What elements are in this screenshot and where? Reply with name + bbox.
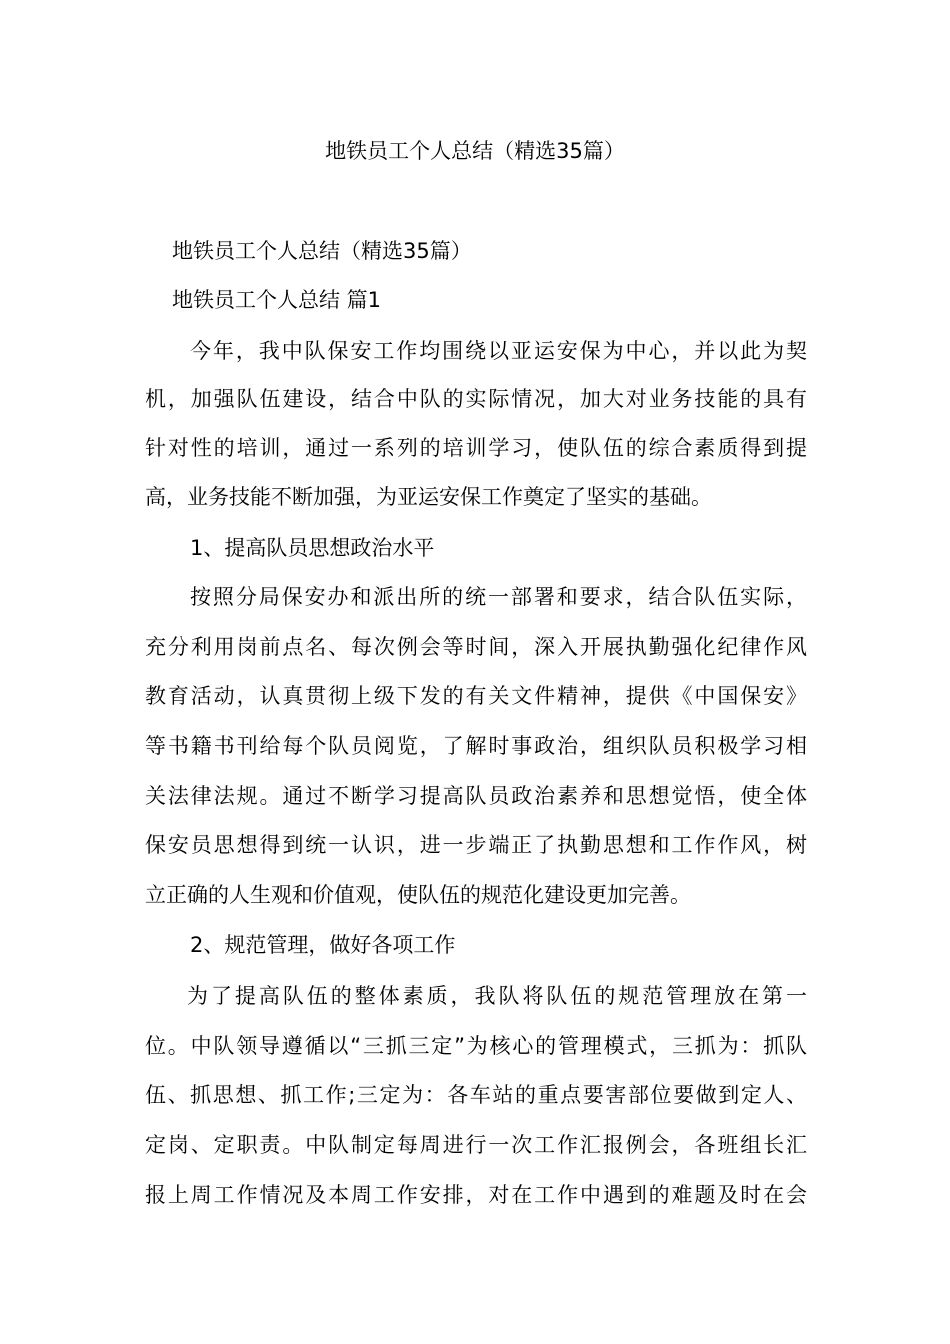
paragraph-line: 立正确的人生观和价值观，使队伍的规范化建设更加完善。 bbox=[145, 883, 691, 907]
paragraph-line: 保安员思想得到统一认识，进一步端正了执勤思想和工作作风，树 bbox=[145, 833, 807, 857]
paragraph-line: 机，加强队伍建设，结合中队的实际情况，加大对业务技能的具有 bbox=[145, 387, 807, 411]
document-subtitle: 地铁员工个人总结（精选35篇） bbox=[172, 239, 472, 263]
item1-heading: 1、提高队员思想政治水平 bbox=[190, 536, 435, 560]
paragraph-line: 针对性的培训，通过一系列的培训学习，使队伍的综合素质得到提 bbox=[145, 436, 807, 460]
paragraph-line: 为了提高队伍的整体素质，我队将队伍的规范管理放在第一 bbox=[187, 984, 807, 1008]
paragraph-line: 教育活动，认真贯彻上级下发的有关文件精神，提供《中国保安》 bbox=[145, 684, 807, 708]
paragraph-line: 报上周工作情况及本周工作安排，对在工作中遇到的难题及时在会 bbox=[145, 1183, 807, 1207]
paragraph-line: 等书籍书刊给每个队员阅览，了解时事政治，组织队员积极学习相 bbox=[145, 734, 807, 758]
paragraph-line: 关法律法规。通过不断学习提高队员政治素养和思想觉悟，使全体 bbox=[145, 784, 807, 808]
paragraph-line: 今年，我中队保安工作均围绕以亚运安保为中心，并以此为契 bbox=[190, 339, 807, 363]
item2-heading: 2、规范管理，做好各项工作 bbox=[190, 933, 456, 957]
paragraph-line: 按照分局保安办和派出所的统一部署和要求，结合队伍实际， bbox=[190, 585, 807, 609]
paragraph-line: 伍、抓思想、抓工作;三定为：各车站的重点要害部位要做到定人、 bbox=[145, 1083, 807, 1107]
paragraph-line: 定岗、定职责。中队制定每周进行一次工作汇报例会，各班组长汇 bbox=[145, 1133, 807, 1157]
document-title: 地铁员工个人总结（精选35篇） bbox=[325, 139, 625, 163]
section-heading: 地铁员工个人总结 篇1 bbox=[172, 288, 382, 312]
paragraph-line: 位。中队领导遵循以“三抓三定”为核心的管理模式，三抓为：抓队 bbox=[145, 1034, 807, 1058]
paragraph-line: 充分利用岗前点名、每次例会等时间，深入开展执勤强化纪律作风 bbox=[145, 635, 807, 659]
paragraph-line: 高，业务技能不断加强，为亚运安保工作奠定了坚实的基础。 bbox=[145, 485, 712, 509]
